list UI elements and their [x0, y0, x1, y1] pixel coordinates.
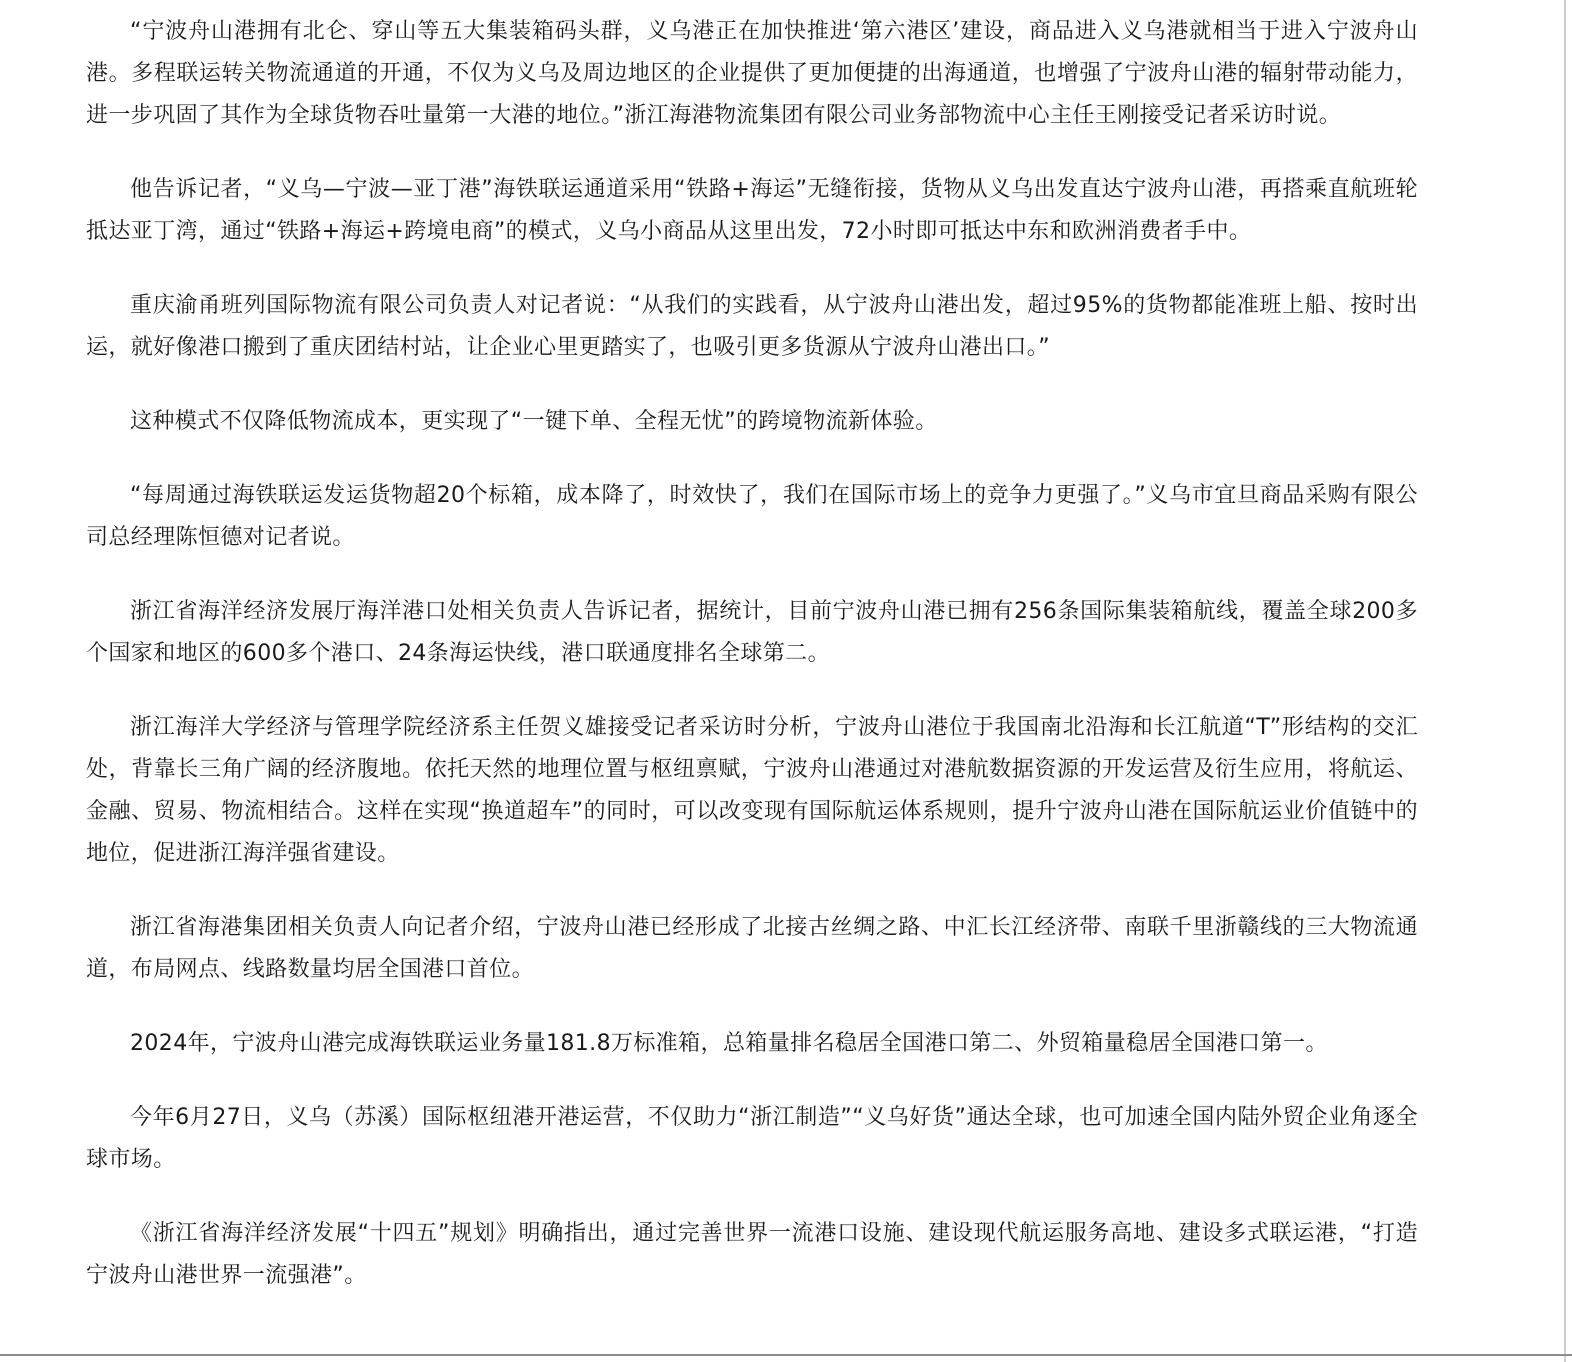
article-paragraph-3: 重庆渝甬班列国际物流有限公司负责人对记者说：“从我们的实践看，从宁波舟山港出发，超过95%的货物都能准班上船、按时出运，就好像港口搬到了重庆团结村站，让企业心里更踏实了，也吸引更多货源从宁波舟山港出口。” [86, 293, 1418, 360]
article-paragraph-11: 《浙江省海洋经济发展“十四五”规划》明确指出，通过完善世界一流港口设施、建设现代航运服务高地、建设多式联运港，“打造宁波舟山港世界一流强港”。 [86, 1221, 1418, 1288]
article-paragraph-8: 浙江省海港集团相关负责人向记者介绍，宁波舟山港已经形成了北接古丝绸之路、中汇长江经济带、南联千里浙赣线的三大物流通道，布局网点、线路数量均居全国港口首位。 [86, 915, 1418, 982]
window-right-border [1564, 0, 1566, 1362]
article-body [86, 11, 1418, 1329]
article-paragraph-2: 他告诉记者，“义乌—宁波—亚丁港”海铁联运通道采用“铁路+海运”无缝衔接，货物从义乌出发直达宁波舟山港，再搭乘直航班轮抵达亚丁湾，通过“铁路+海运+跨境电商”的模式，义乌小商品从这里出发，72小时即可抵达中东和欧洲消费者手中。 [86, 177, 1418, 244]
article-paragraph-9: 2024年，宁波舟山港完成海铁联运业务量181.8万标准箱，总箱量排名稳居全国港口第二、外贸箱量稳居全国港口第一。 [130, 1031, 1328, 1056]
article-paragraph-7: 浙江海洋大学经济与管理学院经济系主任贺义雄接受记者采访时分析，宁波舟山港位于我国南北沿海和长江航道“T”形结构的交汇处，背靠长三角广阔的经济腹地。依托天然的地理位置与枢纽禀赋，宁波舟山港通过对港航数据资源的开发运营及衍生应用，将航运、金融、贸易、物流相结合。这样在实现“换道超车”的同时，可以改变现有国际航运体系规则，提升宁波舟山港在国际航运业价值链中的地位，促进浙江海洋强省建设。 [86, 715, 1418, 866]
article-paragraph-5: “每周通过海铁联运发运货物超20个标箱，成本降了，时效快了，我们在国际市场上的竞争力更强了。”义乌市宜旦商品采购有限公司总经理陈恒德对记者说。 [86, 483, 1418, 550]
window-bottom-border [0, 1354, 1572, 1356]
article-paragraph-6: 浙江省海洋经济发展厅海洋港口处相关负责人告诉记者，据统计，目前宁波舟山港已拥有256条国际集装箱航线，覆盖全球200多个国家和地区的600多个港口、24条海运快线，港口联通度排名全球第二。 [86, 599, 1418, 666]
article-paragraph-4: 这种模式不仅降低物流成本，更实现了“一键下单、全程无忧”的跨境物流新体验。 [130, 409, 938, 434]
article-paragraph-10: 今年6月27日，义乌（苏溪）国际枢纽港开港运营，不仅助力“浙江制造”“义乌好货”通达全球，也可加速全国内陆外贸企业角逐全球市场。 [86, 1105, 1418, 1172]
article-paragraph-1: “宁波舟山港拥有北仑、穿山等五大集装箱码头群，义乌港正在加快推进‘第六港区’建设，商品进入义乌港就相当于进入宁波舟山港。多程联运转关物流通道的开通，不仅为义乌及周边地区的企业提供了更加便捷的出海通道，也增强了宁波舟山港的辐射带动能力，进一步巩固了其作为全球货物吞吐量第一大港的地位。”浙江海港物流集团有限公司业务部物流中心主任王刚接受记者采访时说。 [86, 19, 1418, 128]
